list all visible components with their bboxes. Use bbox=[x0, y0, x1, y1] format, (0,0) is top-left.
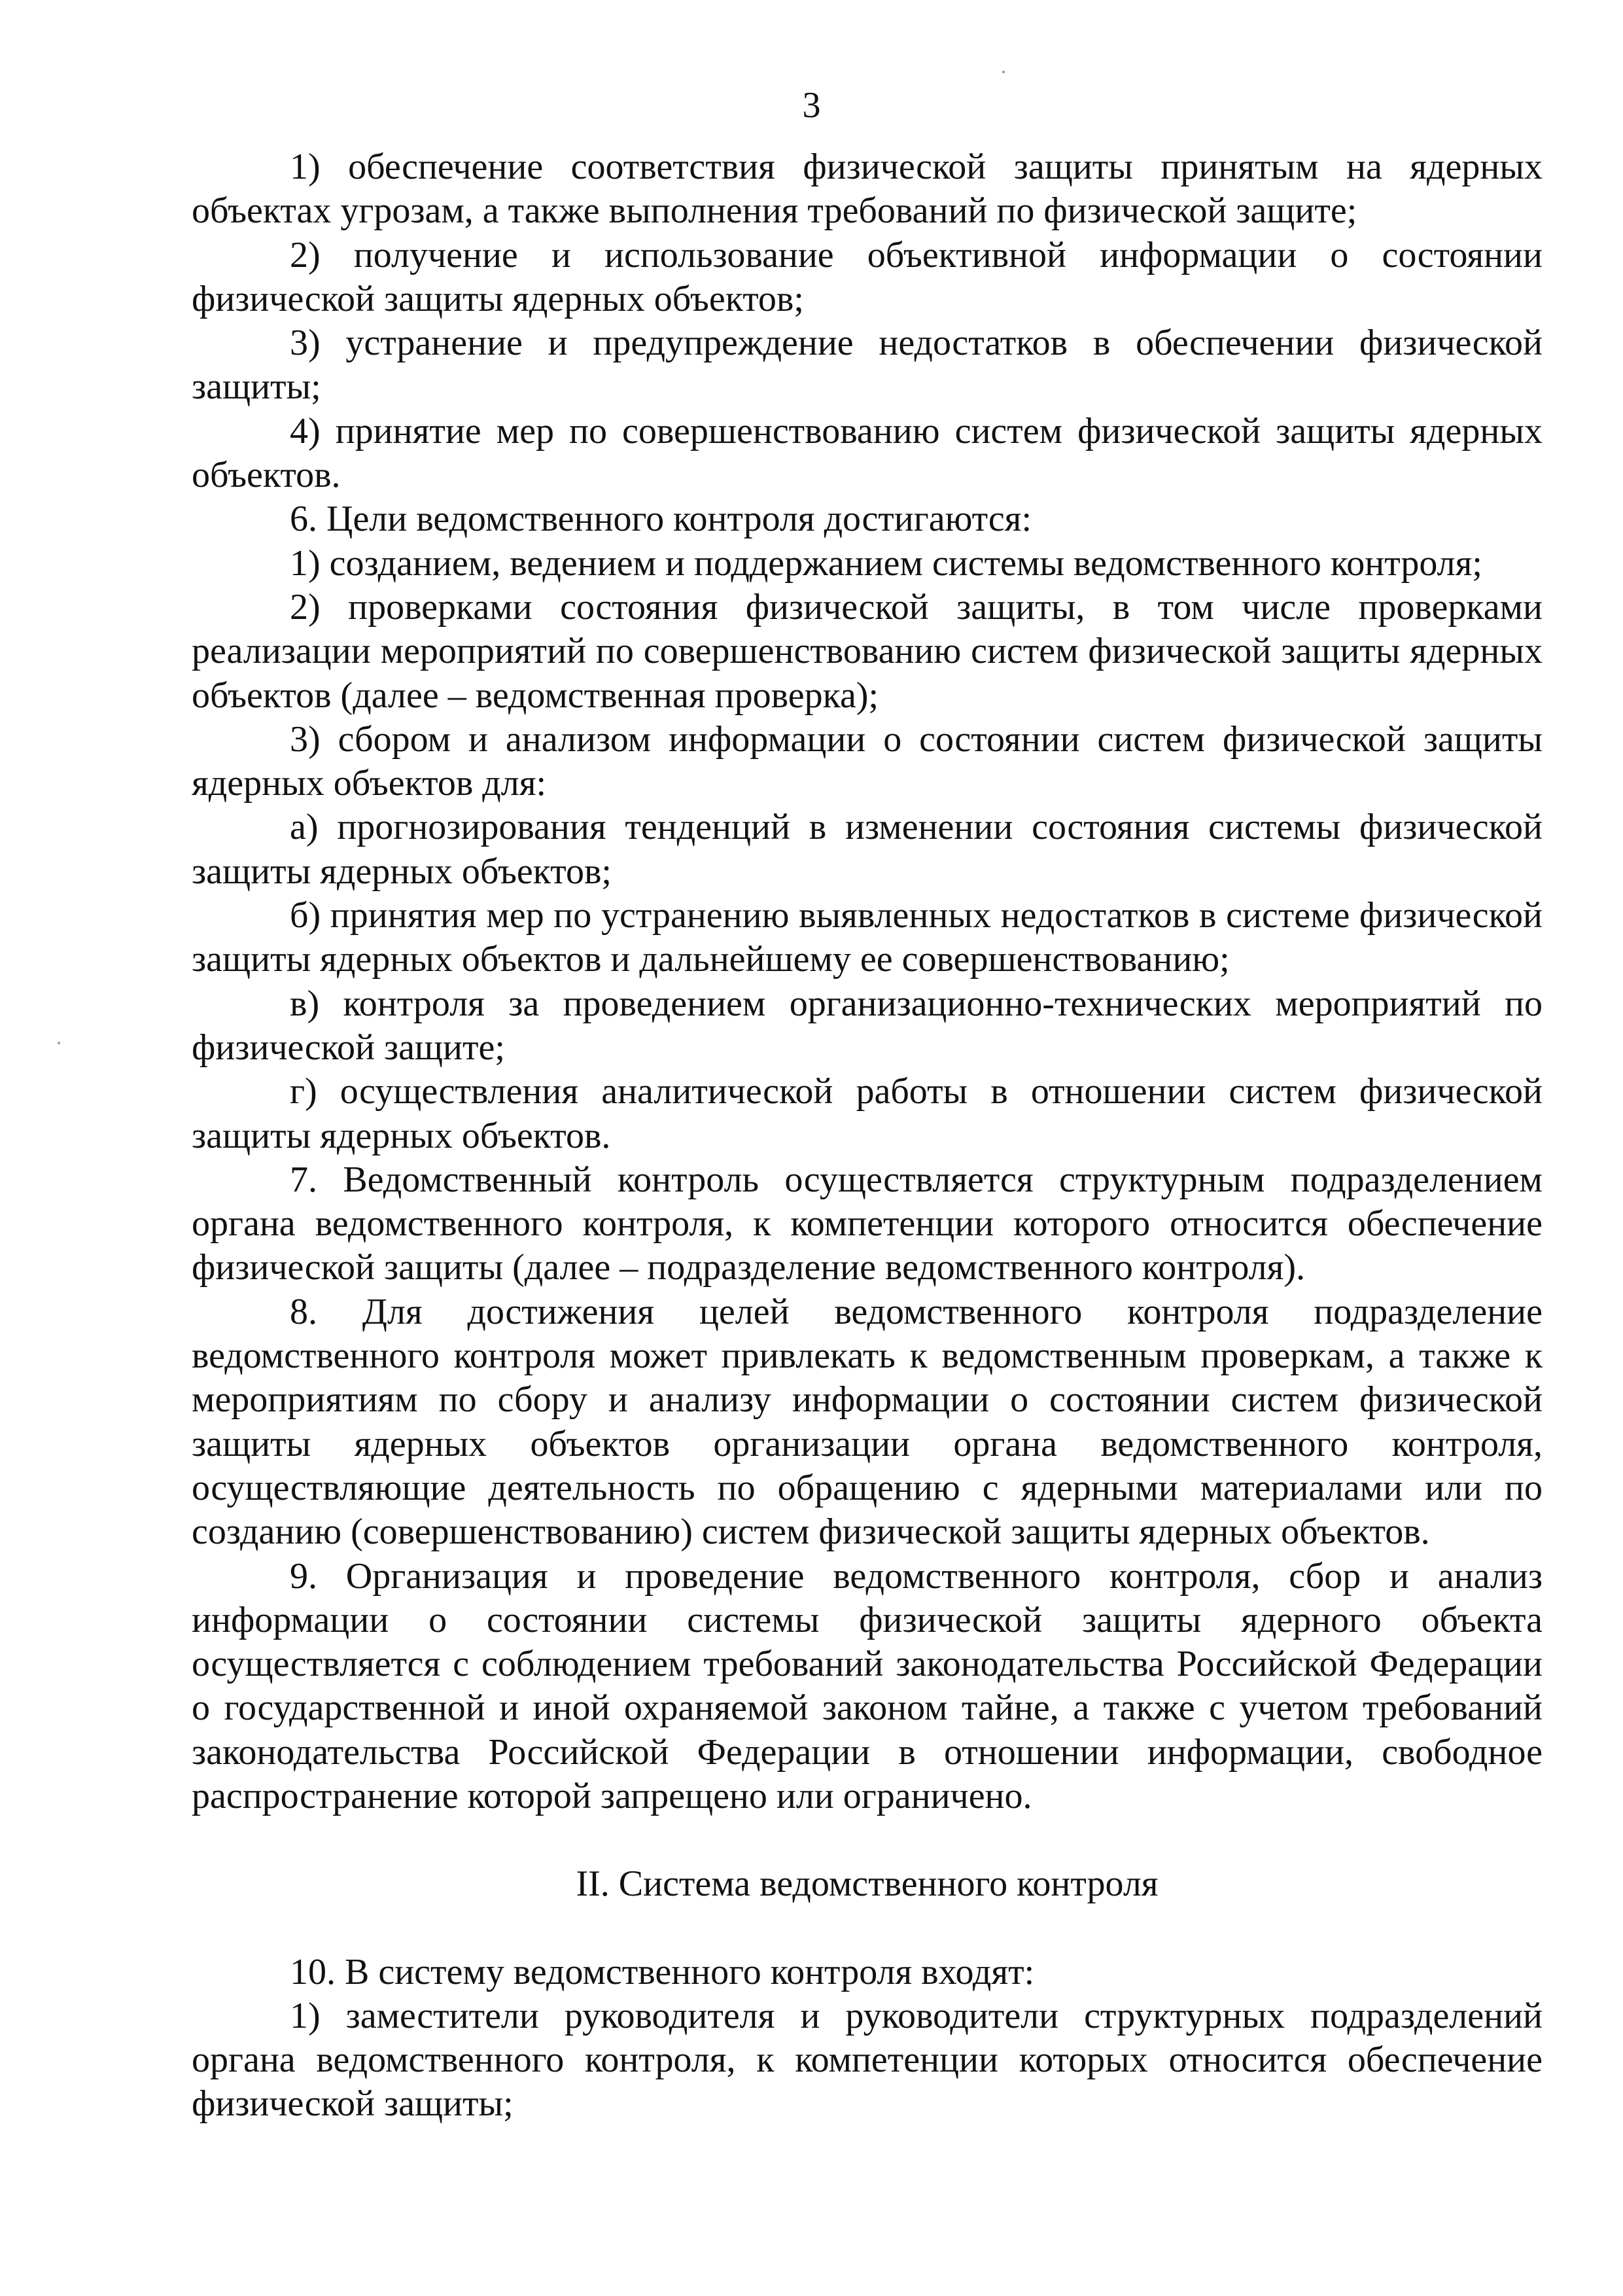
paragraph: в) контроля за проведением организационно-технических мероприятий по физической защите; bbox=[192, 983, 1543, 1068]
paragraph: б) принятия мер по устранению выявленных недостатков в системе физической защиты ядерных объектов и дальнейшему ее совершенствованию; bbox=[192, 895, 1543, 980]
paragraph: 10. В систему ведомственного контроля входят: bbox=[290, 1951, 1035, 1992]
section-heading: II. Система ведомственного контроля bbox=[576, 1863, 1159, 1905]
paragraph: 3) сбором и анализом информации о состоянии систем физической защиты ядерных объектов для: bbox=[192, 718, 1543, 804]
paragraph: а) прогнозирования тенденций в изменении состояния системы физической защиты ядерных объектов; bbox=[192, 807, 1543, 892]
paragraph: 3) устранение и предупреждение недостатков в обеспечении физической защиты; bbox=[192, 323, 1543, 408]
paragraph: г) осуществления аналитической работы в отношении систем физической защиты ядерных объектов. bbox=[192, 1071, 1543, 1156]
paragraph: 2) проверками состояния физической защиты, в том числе проверками реализации мероприятий по совершенствованию систем физической защиты ядерных объектов (далее – ведомственная проверка); bbox=[192, 586, 1543, 716]
document-body bbox=[192, 145, 1543, 2127]
paragraph: 2) получение и использование объективной информации о состоянии физической защиты ядерных объектов; bbox=[192, 234, 1543, 319]
page-number: 3 bbox=[802, 85, 821, 126]
paragraph: 8. Для достижения целей ведомственного контроля подразделение ведомственного контроля может привлекать к ведомственным проверкам, а также к мероприятиям по сбору и анализу информации о состоянии систем физической защиты ядерных объектов организации органа ведомственного контроля, осуществляющие деятельность по обращению с ядерными материалами или по созданию (совершенствованию) систем физической защиты ядерных объектов. bbox=[192, 1291, 1543, 1553]
scan-speck bbox=[58, 1042, 60, 1044]
spacer bbox=[192, 1818, 1543, 1862]
paragraph: 1) созданием, ведением и поддержанием системы ведомственного контроля; bbox=[290, 542, 1482, 584]
paragraph: 6. Цели ведомственного контроля достигаются: bbox=[290, 499, 1032, 540]
paragraph: 7. Ведомственный контроль осуществляется структурным подразделением органа ведомственного контроля, к компетенции которого относится обеспечение физической защиты (далее – подразделение ведомственного контроля). bbox=[192, 1159, 1543, 1288]
paragraph: 1) заместители руководителя и руководители структурных подразделений органа ведомственного контроля, к компетенции которых относится обеспечение физической защиты; bbox=[192, 1995, 1543, 2125]
paragraph: 1) обеспечение соответствия физической защиты принятым на ядерных объектах угрозам, а также выполнения требований по физической защите; bbox=[192, 147, 1543, 232]
spacer bbox=[192, 1907, 1543, 1951]
paragraph: 4) принятие мер по совершенствованию систем физической защиты ядерных объектов. bbox=[192, 410, 1543, 496]
scan-speck bbox=[1002, 71, 1005, 73]
paragraph: 9. Организация и проведение ведомственного контроля, сбор и анализ информации о состоянии системы физической защиты ядерного объекта осуществляется с соблюдением требований законодательства Российской Федерации о государственной и иной охраняемой законом тайне, а также с учетом требований законодательства Российской Федерации в отношении информации, свободное распространение которой запрещено или ограничено. bbox=[192, 1555, 1543, 1816]
